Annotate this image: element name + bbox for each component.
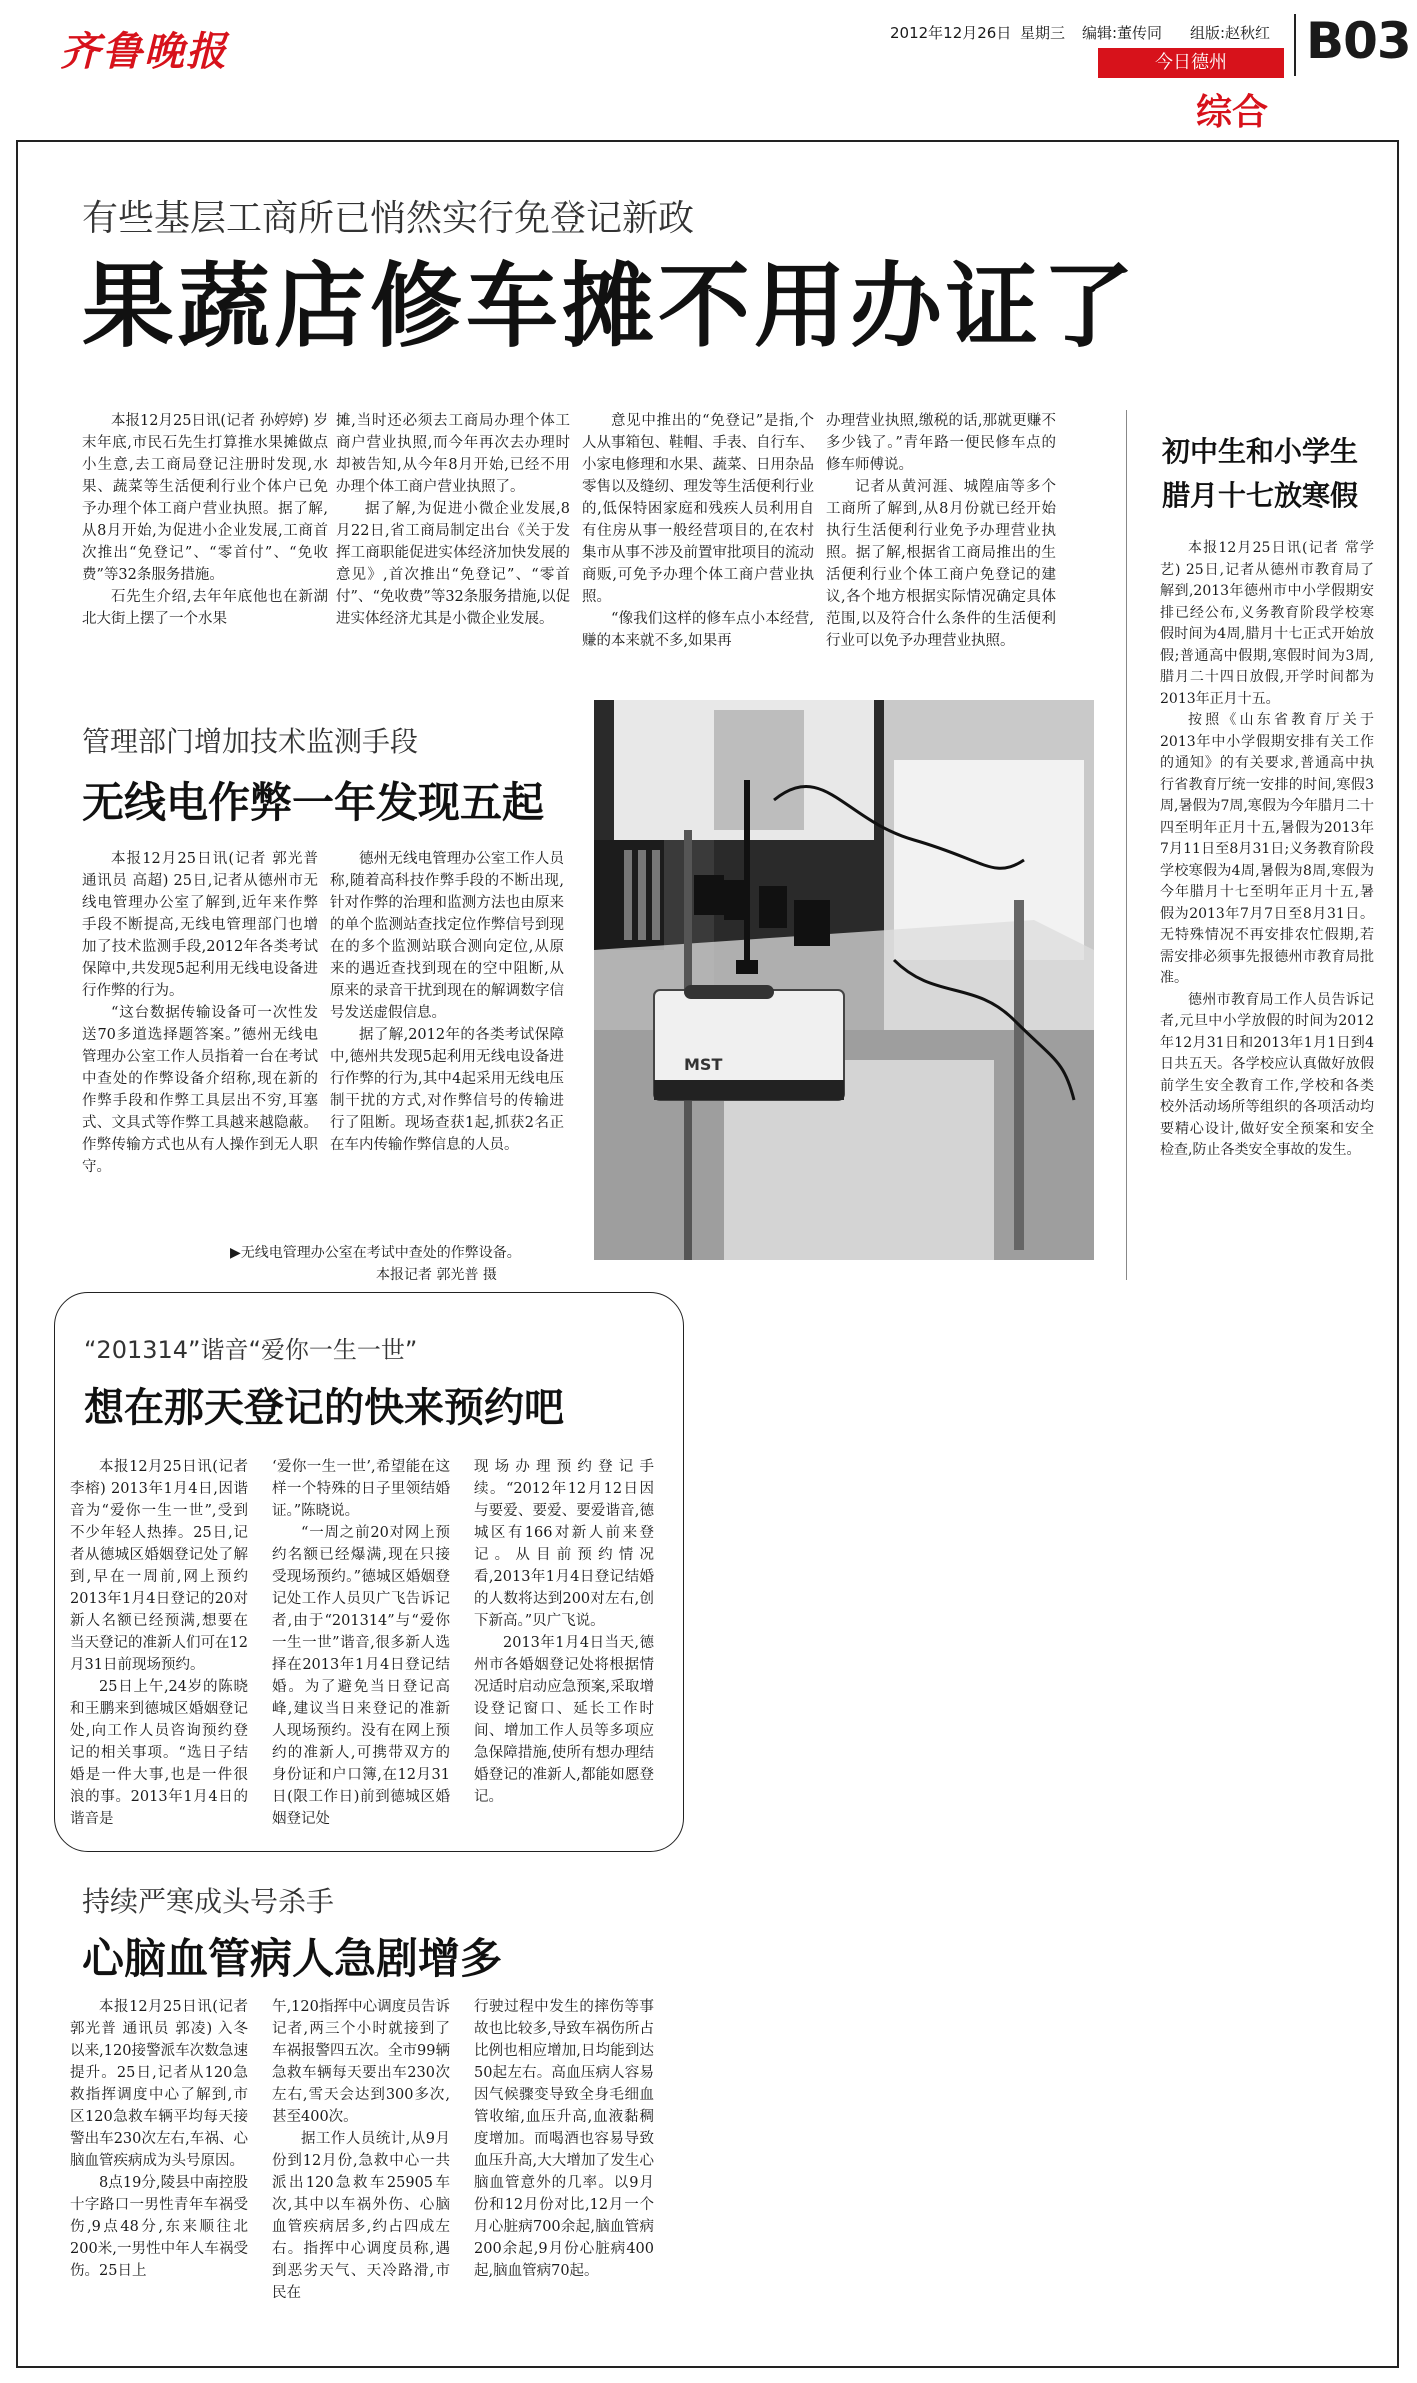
cardio-kicker: 持续严寒成头号杀手 — [82, 1885, 335, 1918]
paragraph: “这台数据传输设备可一次性发送70多道选择题答案。”德州无线电管理办公室工作人员指着一台在考试中查处的作弊设备介绍称,现在新的作弊手段和作弊工具层出不穷,耳塞式、文具式等作弊工具越来越隐蔽。作弊传输方式也从有人操作到无人职守。 — [82, 1005, 318, 1175]
paragraph: 本报12月25日讯(记者 李榕) 2013年1月4日,因谐音为“爱你一生一世”,受到不少年轻人热捧。25日,记者从德城区婚姻登记处了解到,早在一周前,网上预约2013年1月4日登记的20对新人名额已经预满,想要在当天登记的准新人们可在12月31日前现场预约。 — [70, 1459, 248, 1673]
paragraph: 25日上午,24岁的陈晓和王鹏来到德城区婚姻登记处,向工作人员咨询预约登记的相关事项。“选日子结婚是一件大事,也是一件很浪的事。2013年1月4日的谐音是 — [70, 1679, 248, 1827]
page-number: B03 — [1306, 12, 1411, 70]
lead-col-2 — [336, 410, 570, 630]
paragraph: 2013年1月4日当天,德州市各婚姻登记处将根据情况适时启动应急预案,采取增设登记窗口、延长工作时间、增加工作人员等多项应急保障措施,使所有想办理结婚登记的准新人,都能如愿登记。 — [474, 1635, 654, 1805]
paragraph: 现场办理预约登记手续。“2012年12月12日因与要爱、要爱、要爱谐音,德城区有166对新人前来登记。从目前预约情况看,2013年1月4日登记结婚的人数将达到200对左右,创下新高。”贝广飞说。 — [474, 1459, 654, 1629]
section-tag: 今日德州 — [1098, 48, 1284, 78]
lead-kicker: 有些基层工商所已悄然实行免登记新政 — [82, 198, 695, 239]
device-label: MST — [684, 1055, 723, 1074]
radio-kicker: 管理部门增加技术监测手段 — [82, 725, 419, 758]
side-headline-line-1: 初中生和小学生 — [1162, 435, 1359, 468]
side-headline-line-2: 腊月十七放寒假 — [1162, 479, 1359, 512]
photo-caption: ▶无线电管理办公室在考试中查处的作弊设备。 — [230, 1245, 521, 1261]
issue-weekday: 星期三 — [1020, 24, 1066, 42]
radio-headline: 无线电作弊一年发现五起 — [82, 778, 545, 827]
news-photo-graphic — [594, 700, 1094, 1260]
side-headline — [1162, 430, 1358, 518]
lead-col-3 — [582, 410, 814, 652]
cardio-headline: 心脑血管病人急剧增多 — [82, 1934, 503, 1983]
cardio-col-3 — [474, 1996, 654, 2282]
newspaper-logo: 齐鲁晚报 — [60, 28, 228, 75]
paragraph: 摊,当时还必须去工商局办理个体工商户营业执照,而今年再次去办理时却被告知,从今年8月开始,已经不用办理个体工商户营业执照了。 — [336, 413, 570, 495]
lead-headline: 果蔬店修车摊不用办证了 — [82, 253, 1139, 360]
paragraph: 午,120指挥中心调度员告诉记者,两三个小时就接到了车祸报警四五次。全市99辆急救车辆每天要出车230次左右,雪天会达到300多次,甚至400次。 — [272, 1999, 450, 2125]
paragraph: 本报12月25日讯(记者 常学艺) 25日,记者从德州市教育局了解到,2013年德州市中小学假期安排已经公布,义务教育阶段学校寒假时间为4周,腊月十七正式开始放假;普通高中假期,寒假时间为3周,腊月二十四日放假,开学时间都为2013年正月十五。 — [1160, 540, 1374, 707]
paragraph: 8点19分,陵县中南控股十字路口一男性青年车祸受伤,9点48分,东来顺往北200米,一男性中年人车祸受伤。25日上 — [70, 2175, 248, 2279]
paragraph: 德州市教育局工作人员告诉记者,元旦中小学放假的时间为2012年12月31日和2013年1月1日到4日共五天。各学校应认真做好放假前学生安全教育工作,学校和各类校外活动场所等组织的各项活动均要精心设计,做好安全预案和安全检查,防止各类安全事故的发生。 — [1160, 991, 1374, 1158]
side-body — [1160, 538, 1374, 1162]
paragraph: 德州无线电管理办公室工作人员称,随着高科技作弊手段的不断出现,针对作弊的治理和监测方法也由原来的单个监测站查找定位作弊信号到现在的多个监测站联合测向定位,从原来的遇近查找到现在的空中阻断,从原来的录音干扰到现在的解调数字信号发送虚假信息。 — [330, 851, 564, 1021]
paragraph: 石先生介绍,去年年底他也在新湖北大街上摆了一个水果 — [82, 589, 328, 627]
paragraph: 记者从黄河涯、城隍庙等多个工商所了解到,从8月份就已经开始执行生活便利行业免予办理营业执照。据了解,根据省工商局推出的生活便利行业个体工商户免登记的建议,各个地方根据实际情况确定具体范围,以及符合什么条件的生活便利行业可以免予办理营业执照。 — [826, 479, 1056, 649]
paragraph: “像我们这样的修车点小本经营,赚的本来就不多,如果再 — [582, 611, 814, 649]
paragraph: “一周之前20对网上预约名额已经爆满,现在只接受现场预约。”德城区婚姻登记处工作人员贝广飞告诉记者,由于“201314”与“爱你一生一世”谐音,很多新人选择在2013年1月4日登记结婚。为了避免当日登记高峰,建议当日来登记的准新人现场预约。没有在网上预约的准新人,可携带双方的身份证和户口簿,在12月31日(限工作日)前到德城区婚姻登记处 — [272, 1525, 450, 1827]
paragraph: 本报12月25日讯(记者 郭光普 通讯员 高超) 25日,记者从德州市无线电管理办公室了解到,近年来作弊手段不断提高,无线电管理部门也增加了技术监测手段,2012年各类考试保障中,共发现5起利用无线电设备进行作弊的行为。 — [82, 851, 318, 999]
paragraph: 本报12月25日讯(记者 孙婷婷) 岁末年底,市民石先生打算推水果摊做点小生意,去工商局登记注册时发现,水果、蔬菜等生活便利行业个体户已免予办理个体工商户营业执照。据了解,从8月开始,为促进小企业发展,工商首次推出“免登记”、“零首付”、“免收费”等32条服务措施。 — [82, 413, 328, 583]
news-photo — [594, 700, 1094, 1260]
paragraph: 据工作人员统计,从9月份到12月份,急救中心一共派出120急救车25905车次,其中以车祸外伤、心脑血管疾病居多,约占四成左右。指挥中心调度员称,遇到恶劣天气、天冷路滑,市民在 — [272, 2131, 450, 2301]
section-name: 综合 — [1196, 92, 1269, 133]
cardio-col-2 — [272, 1996, 450, 2304]
lead-col-1 — [82, 410, 328, 630]
masthead — [0, 0, 1417, 140]
wedding-headline: 想在那天登记的快来预约吧 — [84, 1385, 564, 1431]
cardio-col-1 — [70, 1996, 248, 2282]
paragraph: 据了解,为促进小微企业发展,8月22日,省工商局制定出台《关于发挥工商职能促进实体经济加快发展的意见》,首次推出“免登记”、“零首付”、“免收费”等32条服务措施,以促进实体经济尤其是小微企业发展。 — [336, 501, 570, 627]
photo-credit: 本报记者 郭光普 摄 — [376, 1267, 497, 1283]
wedding-col-3 — [474, 1456, 654, 1808]
paragraph: ‘爱你一生一世’,希望能在这样一个特殊的日子里领结婚证。”陈晓说。 — [272, 1459, 450, 1519]
layout-credit: 组版:赵秋红 — [1190, 24, 1271, 42]
paragraph: 据了解,2012年的各类考试保障中,德州共发现5起利用无线电设备进行作弊的行为,其中4起采用无线电压制干扰的方式,对作弊信号的传输进行了阻断。现场查获1起,抓获2名正在车内传输作弊信息的人员。 — [330, 1027, 564, 1153]
paragraph: 本报12月25日讯(记者 郭光普 通讯员 郭凌) 入冬以来,120接警派车次数急速提升。25日,记者从120急救指挥调度中心了解到,市区120急救车辆平均每天接警出车230次左右,车祸、心脑血管疾病成为头号原因。 — [70, 1999, 248, 2169]
paragraph: 意见中推出的“免登记”是指,个人从事箱包、鞋帽、手表、自行车、小家电修理和水果、蔬菜、日用杂品零售以及缝纫、理发等生活便利行业的,低保特困家庭和残疾人员利用自有住房从事一般经营项目的,在农村集市从事不涉及前置审批项目的流动商贩,可免予办理个体工商户营业执照。 — [582, 413, 814, 605]
radio-col-2 — [330, 848, 564, 1156]
paragraph: 行驶过程中发生的摔伤等事故也比较多,导致车祸伤所占比例也相应增加,日均能到达50起左右。高血压病人容易因气候骤变导致全身毛细血管收缩,血压升高,血液黏稠度增加。而喝酒也容易导致血压升高,大大增加了发生心脑血管意外的几率。以9月份和12月份对比,12月一个月心脏病700余起,脑血管病200余起,9月份心脏病400起,脑血管病70起。 — [474, 1999, 654, 2279]
editor-credit: 编辑:董传同 — [1082, 24, 1163, 42]
column-divider — [1126, 410, 1127, 1280]
wedding-kicker: “201314”谐音“爱你一生一世” — [84, 1336, 418, 1364]
issue-date: 2012年12月26日 — [890, 24, 1012, 42]
page-number-divider — [1294, 14, 1296, 76]
lead-col-4 — [826, 410, 1056, 652]
wedding-col-1 — [70, 1456, 248, 1830]
paragraph: 办理营业执照,缴税的话,那就更赚不多少钱了。”青年路一便民修车点的修车师傅说。 — [826, 413, 1056, 473]
radio-col-1 — [82, 848, 318, 1178]
wedding-col-2 — [272, 1456, 450, 1830]
paragraph: 按照《山东省教育厅关于2013年中小学假期安排有关工作的通知》的有关要求,普通高中执行省教育厅统一安排的时间,寒假3周,暑假为7周,寒假为今年腊月二十四至明年正月十五,暑假为2013年7月11日至8月31日;义务教育阶段学校寒假为4周,暑假为8周,寒假为今年腊月十七至明年正月十五,暑假为2013年7月7日至8月31日。无特殊情况不再安排农忙假期,若需安排必须事先报德州市教育局批准。 — [1160, 712, 1374, 986]
